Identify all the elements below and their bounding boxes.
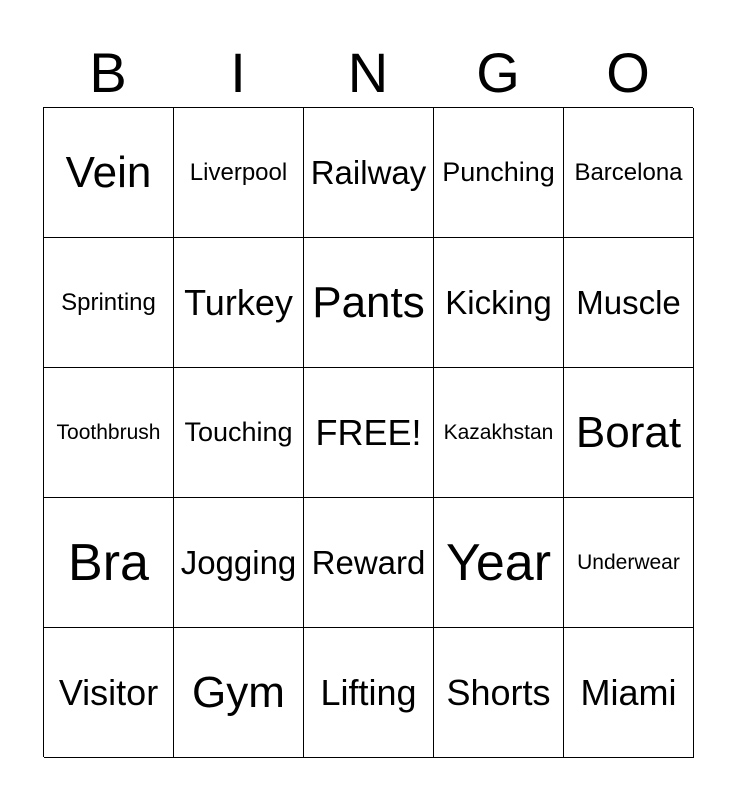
bingo-cell[interactable]: Borat <box>564 368 694 498</box>
bingo-cell[interactable]: Bra <box>44 498 174 628</box>
bingo-cell[interactable]: Shorts <box>434 628 564 758</box>
bingo-cell[interactable]: Jogging <box>174 498 304 628</box>
bingo-cell[interactable]: Turkey <box>174 238 304 368</box>
header-letter-i: I <box>230 41 246 104</box>
bingo-cell[interactable]: Touching <box>174 368 304 498</box>
bingo-cell[interactable]: Barcelona <box>564 108 694 238</box>
bingo-cell[interactable]: Toothbrush <box>44 368 174 498</box>
header-letter-n: N <box>347 41 389 104</box>
header-letter-g: G <box>476 41 520 104</box>
bingo-header <box>43 40 693 106</box>
bingo-cell[interactable]: Lifting <box>304 628 434 758</box>
header-letter-o: O <box>606 41 650 104</box>
bingo-cell[interactable]: Liverpool <box>174 108 304 238</box>
bingo-cell[interactable]: Gym <box>174 628 304 758</box>
bingo-cell[interactable]: Pants <box>304 238 434 368</box>
bingo-cell[interactable]: Kicking <box>434 238 564 368</box>
bingo-cell[interactable]: Kazakhstan <box>434 368 564 498</box>
bingo-cell[interactable]: Vein <box>44 108 174 238</box>
bingo-free-cell[interactable]: FREE! <box>304 368 434 498</box>
bingo-cell[interactable]: Muscle <box>564 238 694 368</box>
bingo-cell[interactable]: Reward <box>304 498 434 628</box>
bingo-cell[interactable]: Year <box>434 498 564 628</box>
bingo-cell[interactable]: Miami <box>564 628 694 758</box>
bingo-cell[interactable]: Sprinting <box>44 238 174 368</box>
bingo-cell[interactable]: Visitor <box>44 628 174 758</box>
bingo-cell[interactable]: Punching <box>434 108 564 238</box>
bingo-cell[interactable]: Railway <box>304 108 434 238</box>
bingo-cell[interactable]: Underwear <box>564 498 694 628</box>
header-letter-b: B <box>89 41 127 104</box>
bingo-grid <box>43 107 693 757</box>
